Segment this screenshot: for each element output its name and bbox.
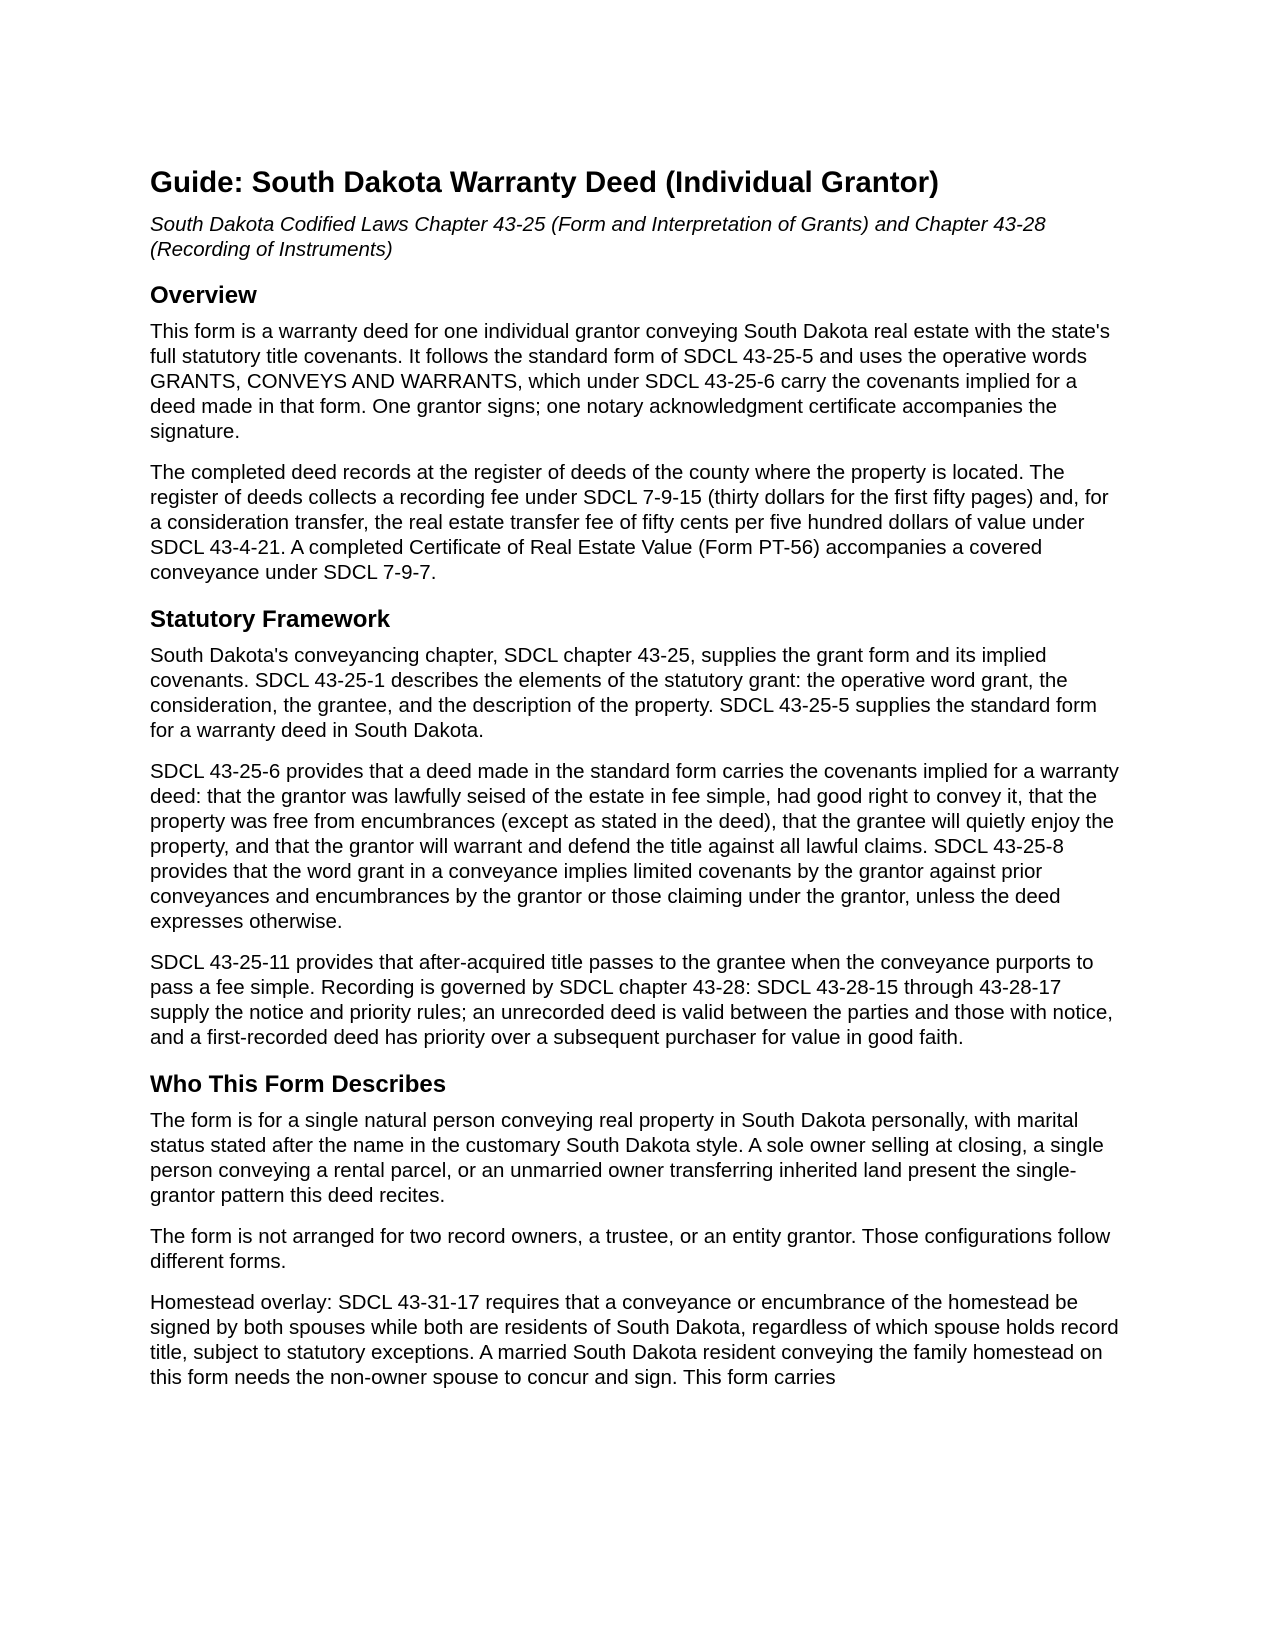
- paragraph: The form is for a single natural person conveying real property in South Dakota personally, with marital status stated after the name in the customary South Dakota style. A sole owner selling at closing, a single person conveying a rental parcel, or an unmarried owner transferring inherited land present the single-grantor pattern this deed recites.: [150, 1109, 1104, 1207]
- section-heading: Overview: [150, 282, 257, 309]
- section-overview: [150, 281, 1125, 585]
- document-title: Guide: South Dakota Warranty Deed (Individual Grantor): [150, 166, 939, 199]
- section-heading: Statutory Framework: [150, 606, 391, 633]
- paragraph: This form is a warranty deed for one individual grantor conveying South Dakota real estate with the state's full statutory title covenants. It follows the standard form of SDCL 43-25-5 and uses the operative words GRANTS, CONVEYS AND WARRANTS, which under SDCL 43-25-6 carry the covenants implied for a deed made in that form. One grantor signs; one notary acknowledgment certificate accompanies the signature.: [150, 320, 1110, 443]
- paragraph: South Dakota's conveyancing chapter, SDCL chapter 43-25, supplies the grant form and its implied covenants. SDCL 43-25-1 describes the elements of the statutory grant: the operative word grant, the consideration, the grantee, and the description of the property. SDCL 43-25-5 supplies the standard form for a warranty deed in South Dakota.: [150, 644, 1097, 742]
- paragraph: SDCL 43-25-11 provides that after-acquired title passes to the grantee when the conveyance purports to pass a fee simple. Recording is governed by SDCL chapter 43-28: SDCL 43-28-15 through 43-28-17 supply the notice and priority rules; an unrecorded deed is valid between the parties and those with notice, and a first-recorded deed has priority over a subsequent purchaser for value in good faith.: [150, 951, 1113, 1049]
- section-who-this-form-describes: [150, 1070, 1125, 1390]
- document-page: [150, 165, 1125, 1406]
- paragraph: The form is not arranged for two record owners, a trustee, or an entity grantor. Those configurations follow different forms.: [150, 1225, 1111, 1273]
- paragraph: SDCL 43-25-6 provides that a deed made in the standard form carries the covenants implied for a warranty deed: that the grantor was lawfully seised of the estate in fee simple, had good right to convey it, that the property was free from encumbrances (except as stated in the deed), that the grantee will quietly enjoy the property, and that the grantor will warrant and defend the title against all lawful claims. SDCL 43-25-8 provides that the word grant in a conveyance implies limited covenants by the grantor against prior conveyances and encumbrances by the grantor or those claiming under the grantor, unless the deed expresses otherwise.: [150, 760, 1119, 933]
- paragraph: The completed deed records at the register of deeds of the county where the property is located. The register of deeds collects a recording fee under SDCL 7-9-15 (thirty dollars for the first fifty pages) and, for a consideration transfer, the real estate transfer fee of fifty cents per five hundred dollars of value under SDCL 43-4-21. A completed Certificate of Real Estate Value (Form PT-56) accompanies a covered conveyance under SDCL 7-9-7.: [150, 461, 1109, 584]
- paragraph: Homestead overlay: SDCL 43-31-17 requires that a conveyance or encumbrance of the homestead be signed by both spouses while both are residents of South Dakota, regardless of which spouse holds record title, subject to statutory exceptions. A married South Dakota resident conveying the family homestead on this form needs the non-owner spouse to concur and sign. This form carries: [150, 1291, 1119, 1389]
- section-statutory-framework: [150, 605, 1125, 1050]
- document-subtitle: South Dakota Codified Laws Chapter 43-25 (Form and Interpretation of Grants) and Chapter 43-28 (Recording of Instruments): [150, 213, 1046, 261]
- section-heading: Who This Form Describes: [150, 1071, 447, 1098]
